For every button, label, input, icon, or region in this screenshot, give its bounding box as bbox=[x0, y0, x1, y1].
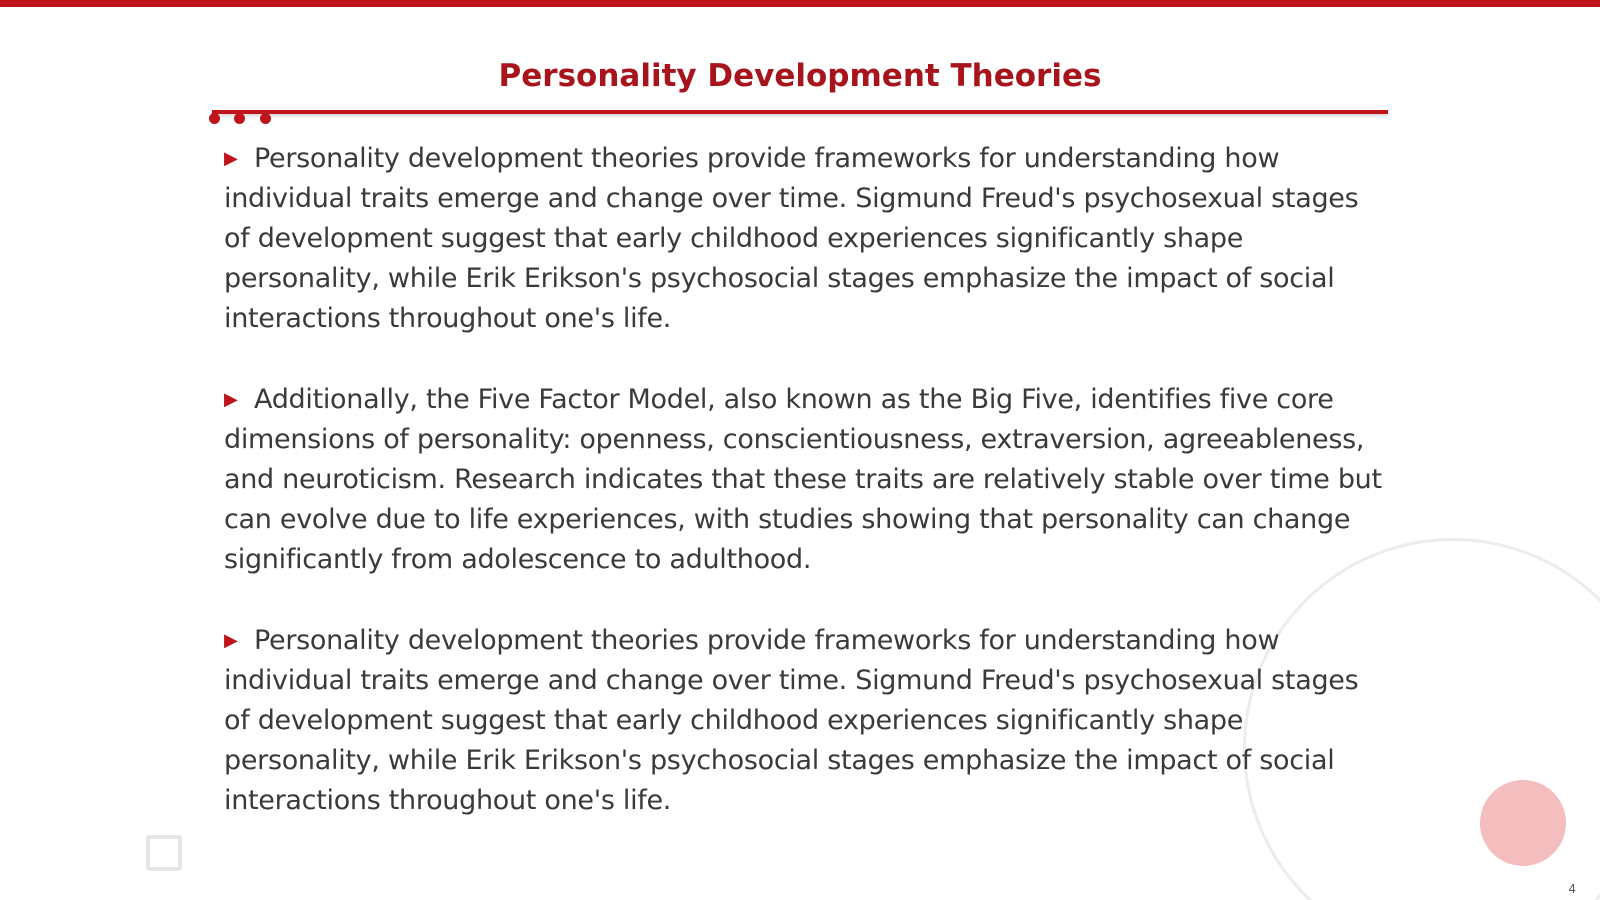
triangle-right-icon: ▶ bbox=[224, 630, 238, 651]
paragraph-text: Personality development theories provide frameworks for understanding how individual traits emerge and change over time. Sigmund Freud's psychosexual stages of development suggest that early childhood experiences significantly shape personality, while Erik Erikson's psychosocial stages emphasize the impact of social interactions throughout one's life. bbox=[224, 625, 1359, 816]
bullet-paragraph-1 bbox=[224, 139, 1384, 339]
slide-title: Personality Development Theories bbox=[498, 58, 1102, 94]
title-dot-1 bbox=[209, 113, 220, 124]
paragraph-text: Personality development theories provide frameworks for understanding how individual traits emerge and change over time. Sigmund Freud's psychosexual stages of development suggest that early childhood experiences significantly shape personality, while Erik Erikson's psychosocial stages emphasize the impact of social interactions throughout one's life. bbox=[224, 143, 1359, 334]
decorative-square-outline bbox=[146, 835, 182, 871]
triangle-right-icon: ▶ bbox=[224, 148, 238, 169]
bullet-paragraph-3 bbox=[224, 621, 1384, 821]
page-number: 4 bbox=[1568, 882, 1576, 896]
title-underline bbox=[212, 110, 1388, 114]
decorative-pink-circle bbox=[1480, 780, 1566, 866]
bullet-paragraph-2 bbox=[224, 380, 1384, 580]
title-dot-3 bbox=[260, 113, 271, 124]
triangle-right-icon: ▶ bbox=[224, 389, 238, 410]
paragraph-text: Additionally, the Five Factor Model, also known as the Big Five, identifies five core dimensions of personality: openness, conscientiousness, extraversion, agreeableness, and neuroticism. Research indicates that these traits are relatively stable over time but can evolve due to life experiences, with studies showing that personality can change significantly from adolescence to adulthood. bbox=[224, 384, 1382, 575]
slide-body bbox=[224, 139, 1384, 862]
top-accent-bar bbox=[0, 0, 1600, 7]
title-dot-2 bbox=[234, 113, 245, 124]
